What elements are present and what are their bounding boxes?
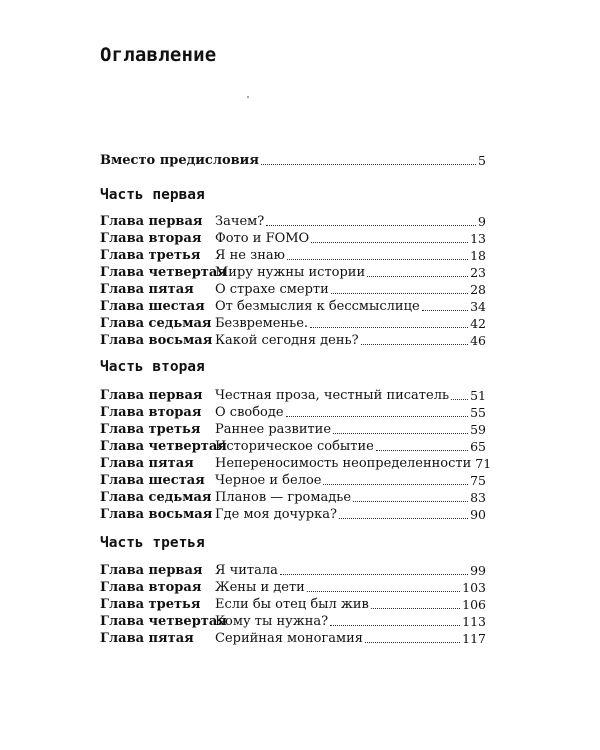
toc-entry[interactable] (100, 281, 486, 298)
chapter-label: Глава первая (100, 388, 203, 403)
dot-leader (422, 310, 468, 311)
chapter-page: 34 (470, 299, 486, 314)
toc-entry[interactable] (100, 438, 486, 455)
chapter-title: Историческое событие (215, 439, 374, 454)
preface-title: Вместо предисловия (100, 153, 259, 168)
toc-entry[interactable] (100, 247, 486, 264)
dot-leader (323, 484, 468, 485)
chapter-title: Я не знаю (215, 248, 285, 263)
dot-leader (330, 625, 460, 626)
chapter-label: Глава восьмая (100, 507, 213, 522)
chapter-label: Глава пятая (100, 631, 194, 646)
chapter-label: Глава вторая (100, 405, 202, 420)
toc-entry[interactable] (100, 562, 486, 579)
toc-entry[interactable] (100, 230, 486, 247)
chapter-page: 18 (470, 248, 486, 263)
dot-leader (353, 501, 468, 502)
toc-entry[interactable] (100, 213, 486, 230)
toc-entry[interactable] (100, 506, 486, 523)
chapter-label: Глава пятая (100, 282, 194, 297)
preface-entry[interactable] (100, 152, 486, 169)
part-heading-3: Часть третья (100, 535, 205, 551)
chapter-title: Я читала (215, 563, 278, 578)
chapter-label: Глава третья (100, 597, 201, 612)
dot-leader (361, 344, 469, 345)
chapter-page: 51 (470, 388, 486, 403)
chapter-label: Глава пятая (100, 456, 194, 471)
chapter-title: От безмыслия к бессмыслице (215, 299, 420, 314)
toc-entry[interactable] (100, 332, 486, 349)
part-heading-2: Часть вторая (100, 359, 205, 375)
chapter-label: Глава восьмая (100, 333, 213, 348)
chapter-title: Безвременье. (215, 316, 309, 331)
chapter-label: Глава шестая (100, 473, 205, 488)
dot-leader (261, 164, 476, 165)
chapter-page: 99 (470, 563, 486, 578)
chapter-label: Глава вторая (100, 231, 202, 246)
toc-entry[interactable] (100, 404, 486, 421)
chapter-title: Непереносимость неопределенности (215, 456, 472, 471)
dot-leader (333, 433, 468, 434)
chapter-label: Глава первая (100, 214, 203, 229)
toc-entry[interactable] (100, 630, 486, 647)
toc-entry[interactable] (100, 264, 486, 281)
toc-entry[interactable] (100, 455, 492, 472)
toc-entry[interactable] (100, 298, 486, 315)
toc-entry[interactable] (100, 613, 486, 630)
part-heading-1: Часть первая (100, 187, 205, 203)
dot-leader (307, 591, 460, 592)
print-speck (247, 96, 249, 98)
dot-leader (311, 242, 468, 243)
chapter-label: Глава седьмая (100, 316, 212, 331)
chapter-title: Какой сегодня день? (215, 333, 359, 348)
chapter-label: Глава третья (100, 248, 201, 263)
dot-leader (266, 225, 476, 226)
chapter-label: Глава вторая (100, 580, 202, 595)
chapter-page: 46 (470, 333, 486, 348)
chapter-title: Планов — громадье (215, 490, 352, 505)
chapter-title: О страхе смерти (215, 282, 329, 297)
dot-leader (310, 327, 468, 328)
dot-leader (365, 642, 460, 643)
toc-entry[interactable] (100, 315, 486, 332)
dot-leader (286, 416, 469, 417)
dot-leader (331, 293, 468, 294)
chapter-page: 103 (462, 580, 486, 595)
preface-page: 5 (478, 153, 486, 168)
chapter-page: 75 (470, 473, 486, 488)
dot-leader (451, 399, 468, 400)
dot-leader (339, 518, 468, 519)
chapter-title: Если бы отец был жив (215, 597, 369, 612)
chapter-page: 90 (470, 507, 486, 522)
chapter-page: 23 (470, 265, 486, 280)
chapter-page: 83 (470, 490, 486, 505)
toc-entry[interactable] (100, 472, 486, 489)
chapter-label: Глава четвертая (100, 439, 227, 454)
chapter-page: 42 (470, 316, 486, 331)
chapter-label: Глава четвертая (100, 265, 227, 280)
chapter-page: 106 (462, 597, 486, 612)
chapter-label: Глава третья (100, 422, 201, 437)
toc-entry[interactable] (100, 579, 486, 596)
toc-entry[interactable] (100, 489, 486, 506)
toc-entry[interactable] (100, 387, 486, 404)
chapter-title: Миру нужны истории (215, 265, 366, 280)
chapter-title: Зачем? (215, 214, 265, 229)
page-title: Оглавление (100, 44, 217, 66)
chapter-title: Раннее развитие (215, 422, 332, 437)
dot-leader (280, 574, 468, 575)
chapter-title: Честная проза, честный писатель (215, 388, 450, 403)
chapter-label: Глава четвертая (100, 614, 227, 629)
chapter-page: 55 (470, 405, 486, 420)
chapter-page: 117 (462, 631, 486, 646)
dot-leader (376, 450, 468, 451)
dot-leader (367, 276, 468, 277)
chapter-title: Черное и белое (215, 473, 322, 488)
chapter-title: О свободе (215, 405, 284, 420)
chapter-page: 9 (478, 214, 486, 229)
chapter-page: 65 (470, 439, 486, 454)
toc-entry[interactable] (100, 596, 486, 613)
chapter-title: Жены и дети (215, 580, 305, 595)
chapter-title: Фото и FOMO (215, 231, 310, 246)
chapter-page: 13 (470, 231, 486, 246)
chapter-label: Глава первая (100, 563, 203, 578)
chapter-page: 28 (470, 282, 486, 297)
dot-leader (371, 608, 460, 609)
chapter-title: Серийная моногамия (215, 631, 364, 646)
chapter-page: 59 (470, 422, 486, 437)
chapter-title: Кому ты нужна? (215, 614, 329, 629)
toc-entry[interactable] (100, 421, 486, 438)
chapter-page: 71 (475, 456, 492, 471)
chapter-label: Глава шестая (100, 299, 205, 314)
chapter-title: Где моя дочурка? (215, 507, 337, 522)
dot-leader (287, 259, 468, 260)
chapter-page: 113 (462, 614, 486, 629)
chapter-label: Глава седьмая (100, 490, 212, 505)
